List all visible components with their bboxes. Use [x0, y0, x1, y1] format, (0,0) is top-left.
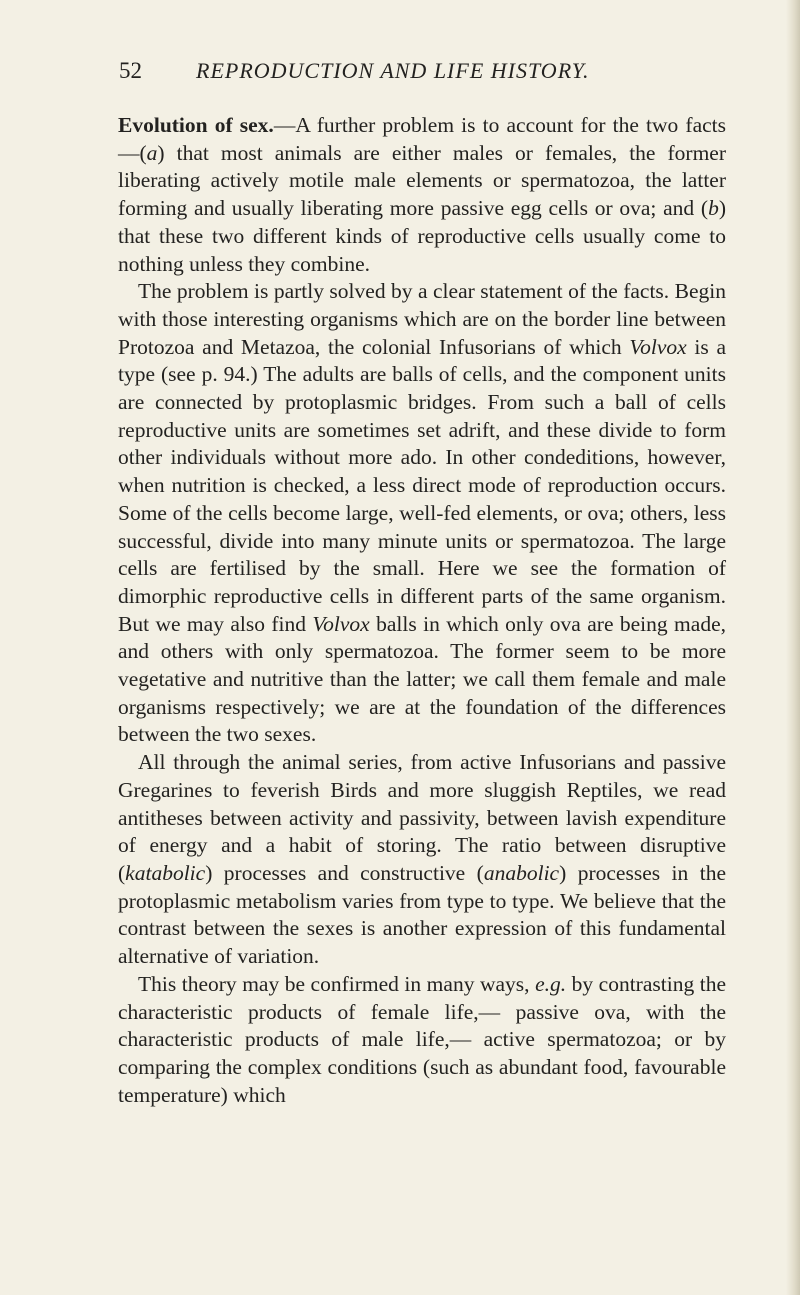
text-run: ) processes in the protoplasmic metabolism varies from type to type. We believe that the contrast between the sexes is another expression of this fundamental alternative of variation. — [118, 860, 726, 969]
body-text — [118, 112, 726, 1109]
italic-text: b — [708, 196, 719, 221]
text-run: ) that these two different kinds of reproductive cells usually come to nothing unless they combine. — [118, 196, 726, 276]
text-run: ) processes and constructive ( — [205, 860, 484, 885]
paragraph-volvox — [118, 278, 726, 749]
section-heading: Evolution of sex. — [118, 113, 274, 137]
page-header — [0, 58, 800, 88]
paragraph-evolution-of-sex — [118, 112, 726, 278]
italic-text: katabolic — [125, 860, 206, 885]
italic-text: a — [146, 140, 158, 165]
italic-text: Volvox — [629, 334, 687, 359]
text-run: is a type (see p. 94.) The adults are balls of cells, and the component units are connected by protoplasmic bridges. From such a ball of cells reproductive units are sometimes set adrift, and these divide to form other individuals without more ado. In other condeditions, however, when nutrition is checked, a less direct mode of reproduction occurs. Some of the cells become large, well-fed elements, or ova; others, less successful, divide into many minute units or spermatozoa. The large cells are fertilised by the small. Here we see the formation of dimorphic reproductive cells in different parts of the same organism. But we may also find — [118, 334, 727, 636]
page-edge-shadow — [786, 0, 800, 1295]
italic-text: anabolic — [483, 860, 560, 885]
text-run: —A further problem is to account for the two facts—( — [118, 113, 726, 165]
italic-text: Volvox — [312, 611, 370, 636]
paragraph-activity-passivity — [118, 749, 726, 971]
italic-text: e.g. — [535, 971, 567, 996]
page-number: 52 — [119, 58, 142, 83]
text-run: by contrasting the characteristic products of female life,— passive ova, with the characteristic products of male life,— active spermatozoa; or by comparing the complex conditions (such as abundant food, favourable temperature) which — [118, 971, 726, 1107]
text-run: balls in which only ova are being made, and others with only spermatozoa. The former seem to be more vegetative and nutritive than the latter; we call them female and male organisms respectively; we are at the foundation of the differences between the two sexes. — [118, 611, 726, 747]
text-run: This theory may be confirmed in many ways, — [138, 971, 536, 996]
running-title: REPRODUCTION AND LIFE HISTORY. — [196, 58, 590, 83]
text-run: ) that most animals are either males or females, the former liberating actively motile male elements or spermatozoa, the latter forming and usually liberating more passive egg cells or ova; and ( — [118, 140, 726, 221]
text-run: The problem is partly solved by a clear statement of the facts. Begin with those interesting organisms which are on the border line between Protozoa and Metazoa, the colonial Infusorians of which — [118, 279, 726, 359]
text-run: All through the animal series, from active Infusorians and passive Gregarines to feverish Birds and more sluggish Reptiles, we read antitheses between activity and passivity, between lavish expenditure of energy and a habit of storing. The ratio between disruptive ( — [118, 750, 726, 885]
paragraph-theory-confirmation — [118, 971, 726, 1110]
